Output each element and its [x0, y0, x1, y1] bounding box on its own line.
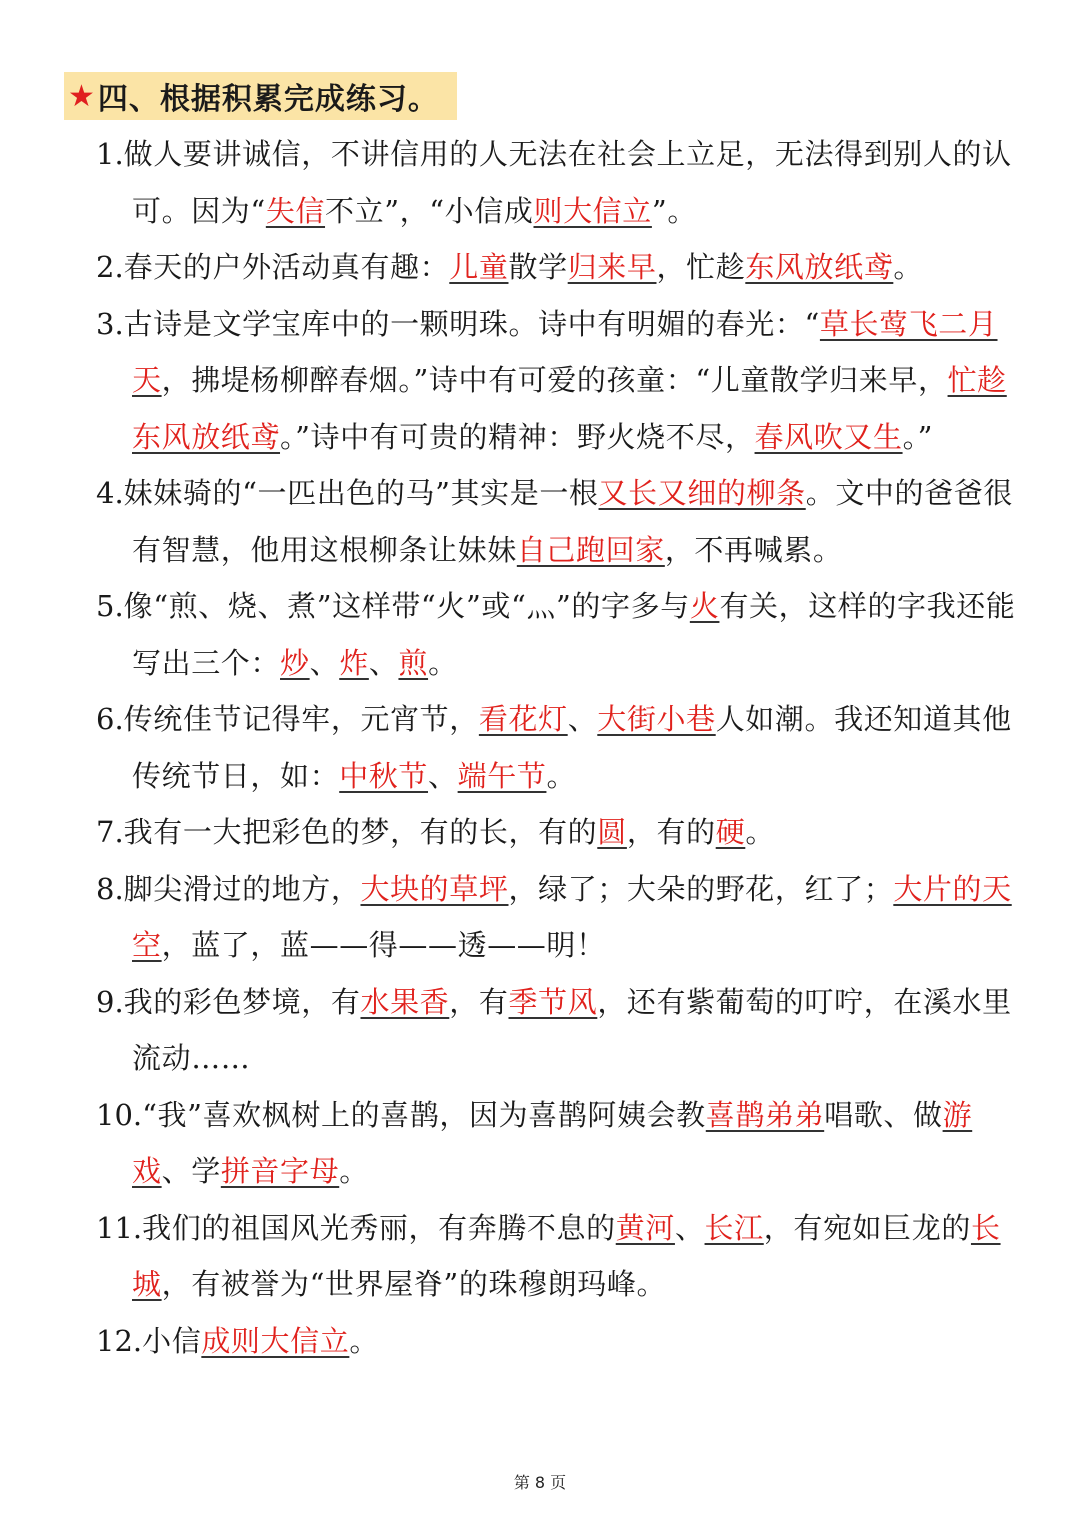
answer-text: 季节风 — [508, 984, 598, 1019]
answer-text: 硬 — [715, 815, 746, 849]
answer-text: 火 — [689, 589, 720, 623]
item-text: ，有的 — [626, 815, 716, 849]
answer-text: 成则大信立 — [201, 1323, 350, 1358]
item-text: 人如潮。我还知道其他传统节日，如： — [132, 702, 1012, 793]
answer-text: 看花灯 — [478, 702, 568, 736]
answer-text: 煎 — [398, 645, 429, 680]
item-number: 2. — [96, 250, 124, 284]
item-number: 7. — [96, 815, 124, 849]
item-text: ，不再喊累。 — [664, 532, 843, 567]
answer-text: 炒 — [280, 645, 310, 680]
answer-text: 归来早 — [567, 250, 657, 284]
item-text: ”。 — [651, 193, 697, 228]
answer-text: 喜鹊弟弟 — [705, 1097, 825, 1132]
item-number: 9. — [96, 984, 124, 1019]
answer-text: 大块的草坪 — [360, 871, 509, 906]
item-text: 不立”，“小信成 — [325, 193, 534, 228]
item-number: 8. — [96, 871, 124, 906]
answer-text: 圆 — [597, 815, 627, 849]
item-text: 做人要讲诚信，不讲信用的人无法在社会上立足，无法得到别人的认可。因为“ — [123, 137, 1012, 228]
answer-text: 游戏 — [132, 1097, 973, 1188]
exercise-item — [96, 974, 1016, 1087]
item-text: 。”诗中有可贵的精神：野火烧不尽， — [280, 419, 755, 454]
item-text: 。” — [902, 419, 934, 454]
answer-text: 水果香 — [360, 984, 450, 1019]
answer-text: 又长又细的柳条 — [598, 476, 806, 510]
item-text: 唱歌、做 — [824, 1097, 943, 1132]
item-text: 、 — [674, 1210, 705, 1245]
answer-text: 忙趁东风放纸鸢 — [132, 363, 1007, 454]
item-text: 、 — [567, 702, 598, 736]
answer-text: 拼音字母 — [220, 1154, 340, 1188]
section-header — [64, 72, 457, 120]
item-number: 12. — [96, 1323, 143, 1358]
answer-text: 自己跑回家 — [516, 532, 665, 567]
item-number: 5. — [96, 589, 124, 623]
exercise-item — [96, 126, 1016, 239]
item-text: 。 — [339, 1154, 369, 1188]
section-title: 四、根据积累完成练习。 — [97, 82, 439, 117]
exercise-item — [96, 465, 1016, 578]
item-text: 、 — [428, 758, 458, 793]
item-text: 我的彩色梦境，有 — [123, 984, 361, 1019]
item-text: 、 — [368, 645, 399, 680]
exercise-item — [96, 1313, 1016, 1370]
answer-text: 春风吹又生 — [754, 419, 903, 454]
exercise-list — [96, 126, 1016, 1369]
item-text: ，还有紫葡萄的叮咛，在溪水里流动…… — [132, 984, 1012, 1075]
exercise-item — [96, 578, 1016, 691]
item-text: 、 — [309, 645, 340, 680]
item-text: 传统佳节记得牢，元宵节， — [123, 702, 479, 736]
star-icon: ★ — [68, 78, 96, 114]
item-text: 、学 — [161, 1154, 221, 1188]
answer-text: 黄河 — [615, 1210, 675, 1245]
exercise-item — [96, 1087, 1016, 1200]
exercise-item — [96, 804, 1016, 861]
exercise-item — [96, 1200, 1016, 1313]
item-text: 。 — [349, 1323, 379, 1358]
item-text: 像“煎、烧、煮”这样带“火”或“灬”的字多与 — [123, 589, 690, 623]
item-text: 古诗是文学宝库中的一颗明珠。诗中有明媚的春光：“ — [123, 306, 820, 341]
answer-text: 大片的天空 — [132, 871, 1012, 962]
item-number: 1. — [96, 137, 124, 171]
item-text: 小信 — [142, 1323, 202, 1358]
answer-text: 炸 — [339, 645, 369, 680]
item-text: 。 — [745, 815, 775, 849]
answer-text: 长城 — [132, 1210, 1001, 1301]
item-text: 。 — [546, 758, 577, 793]
item-number: 4. — [96, 476, 124, 510]
item-number: 3. — [96, 306, 124, 341]
item-text: ，有宛如巨龙的 — [763, 1210, 971, 1245]
answer-text: 长江 — [704, 1210, 764, 1245]
item-number: 6. — [96, 702, 124, 736]
item-text: 我们的祖国风光秀丽，有奔腾不息的 — [142, 1210, 616, 1245]
answer-text: 则大信立 — [533, 193, 652, 228]
item-text: ，有 — [449, 984, 509, 1019]
page-number: 第 8 页 — [513, 1473, 567, 1492]
answer-text: 东风放纸鸢 — [745, 250, 894, 284]
answer-text: 草长莺飞二月天 — [132, 306, 998, 397]
answer-text: 大街小巷 — [597, 702, 716, 736]
item-text: ，拂堤杨柳醉春烟。”诗中有可爱的孩童：“儿童散学归来早， — [161, 363, 948, 397]
item-text: 妹妹骑的“一匹出色的马”其实是一根 — [123, 476, 599, 510]
item-text: 春天的户外活动真有趣： — [123, 250, 450, 284]
item-text: 有关，这样的字我还能写出三个： — [132, 589, 1016, 680]
answer-text: 儿童 — [449, 250, 509, 284]
exercise-item — [96, 861, 1016, 974]
item-text: 散学 — [508, 250, 568, 284]
item-text: 我有一大把彩色的梦，有的长，有的 — [123, 815, 598, 849]
exercise-item — [96, 296, 1016, 466]
item-text: ，蓝了，蓝——得——透——明！ — [161, 928, 606, 962]
exercise-item — [96, 239, 1016, 296]
answer-text: 失信 — [265, 193, 326, 228]
item-text: 。 — [428, 645, 458, 680]
answer-text: 端午节 — [457, 758, 547, 793]
item-text: ，忙趁 — [656, 250, 746, 284]
item-text: 。 — [893, 250, 923, 284]
exercise-item — [96, 691, 1016, 804]
item-text: 。文中的爸爸很有智慧，他用这根柳条让妹妹 — [132, 476, 1013, 567]
item-text: 脚尖滑过的地方， — [123, 871, 361, 906]
answer-text: 中秋节 — [339, 758, 429, 793]
item-text: ，绿了；大朵的野花，红了； — [508, 871, 894, 906]
item-text: ，有被誉为“世界屋脊”的珠穆朗玛峰。 — [161, 1267, 667, 1301]
item-number: 10. — [96, 1097, 143, 1132]
item-number: 11. — [96, 1210, 143, 1245]
item-text: “我”喜欢枫树上的喜鹊，因为喜鹊阿姨会教 — [142, 1097, 706, 1132]
